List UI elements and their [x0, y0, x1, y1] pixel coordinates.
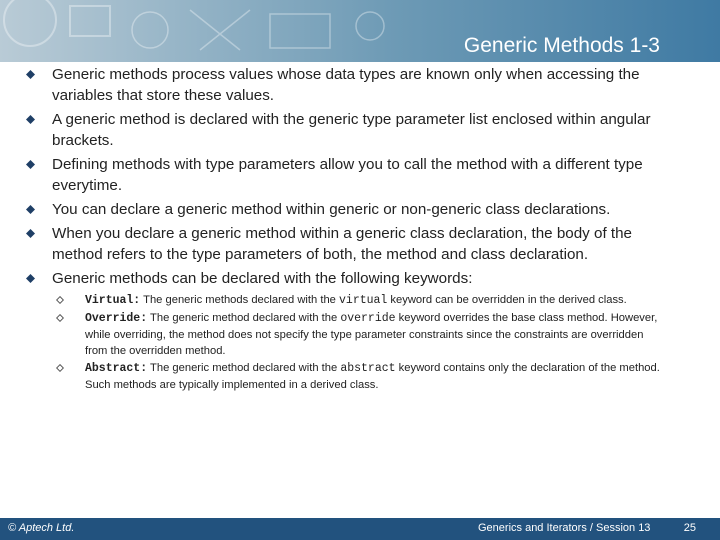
- bullet-item: [26, 64, 666, 106]
- bullet-text: Generic methods process values whose data types are known only when accessing the variables that store these values.: [52, 66, 640, 104]
- bullet-text: A generic method is declared with the generic type parameter list enclosed within angular brackets.: [52, 111, 651, 149]
- bullet-item: [26, 268, 666, 289]
- keyword-code: override: [340, 312, 396, 325]
- slide-content: [26, 64, 666, 394]
- diamond-bullet-icon: [26, 205, 35, 214]
- keyword-term: Virtual:: [85, 294, 141, 307]
- sub-text: The generic method declared with the: [147, 362, 341, 374]
- sub-text: keyword contains only the declaration of the method. Such methods are typically implemented in a derived class.: [85, 362, 660, 391]
- slide-title: Generic Methods 1-3: [463, 34, 660, 57]
- bullet-item: [26, 109, 666, 151]
- bullet-text: You can declare a generic method within generic or non-generic class declarations.: [52, 201, 611, 218]
- bullet-item: [26, 223, 666, 265]
- sub-bullet-abstract: [85, 360, 666, 393]
- sub-text: The generic method declared with the: [147, 312, 341, 324]
- keyword-term: Abstract:: [85, 362, 148, 375]
- keyword-code: virtual: [339, 294, 388, 307]
- bullet-item: [26, 199, 666, 220]
- sub-text: keyword overrides the base class method. However, while overriding, the method does not specify the type parameter constraints since the constraints are overridden from the overridden method.: [85, 312, 658, 357]
- bullet-text: When you declare a generic method within a generic class declaration, the body of the method refers to the type parameters of both, the method and class declaration.: [52, 225, 632, 263]
- sub-bullet-override: [85, 310, 666, 359]
- sub-text: keyword can be overridden in the derived class.: [387, 294, 627, 306]
- hollow-diamond-icon: [56, 296, 64, 304]
- diamond-bullet-icon: [26, 115, 35, 124]
- hollow-diamond-icon: [56, 364, 64, 372]
- diamond-bullet-icon: [26, 229, 35, 238]
- diamond-bullet-icon: [26, 70, 35, 79]
- diamond-bullet-icon: [26, 274, 35, 283]
- bullet-text: Generic methods can be declared with the following keywords:: [52, 270, 473, 287]
- header-background-art: [0, 0, 420, 62]
- slide-footer: [0, 518, 720, 540]
- bullet-item: [26, 154, 666, 196]
- keyword-term: Override:: [85, 312, 148, 325]
- diamond-bullet-icon: [26, 160, 35, 169]
- slide-header: [0, 0, 720, 62]
- page-number: 25: [683, 522, 696, 534]
- copyright-text: © Aptech Ltd.: [8, 522, 75, 534]
- bullet-text: Defining methods with type parameters allow you to call the method with a different type everytime.: [52, 156, 643, 194]
- sub-text: The generic methods declared with the: [140, 294, 340, 306]
- hollow-diamond-icon: [56, 314, 64, 322]
- sub-bullet-virtual: [85, 292, 666, 309]
- session-label: Generics and Iterators / Session 13: [478, 522, 651, 534]
- keyword-code: abstract: [340, 362, 396, 375]
